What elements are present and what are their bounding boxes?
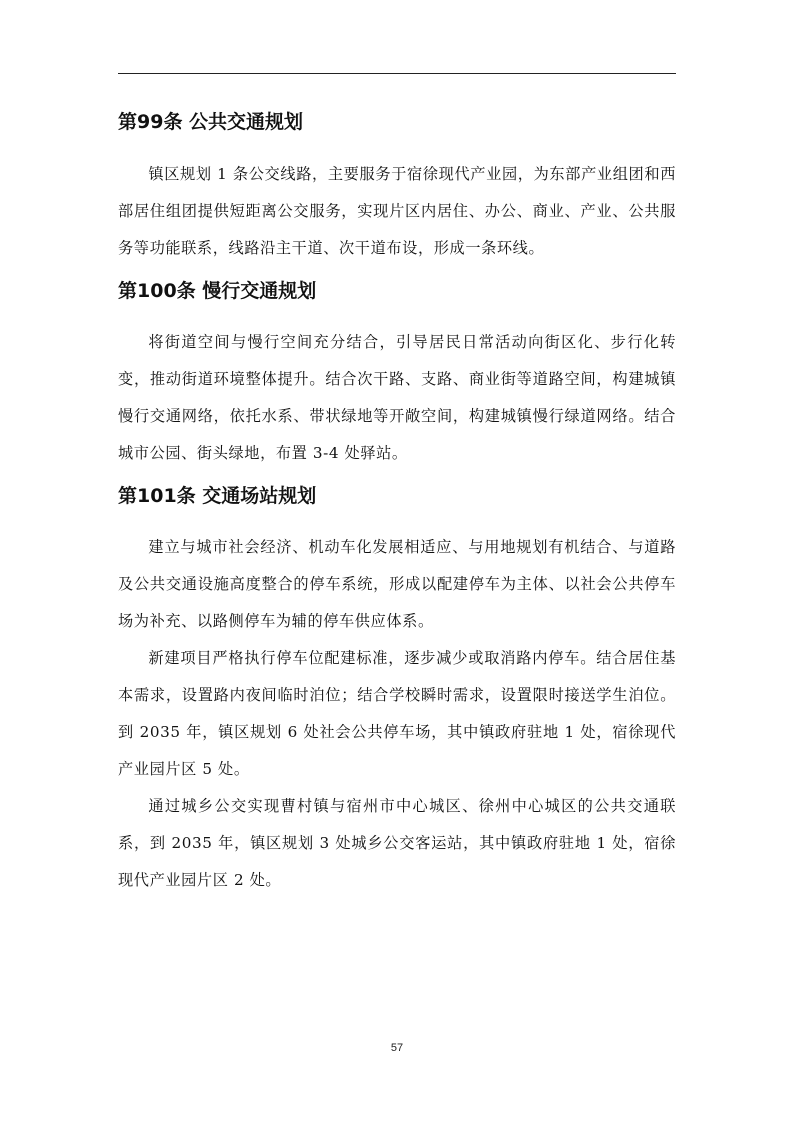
section-transport-stations — [118, 478, 676, 899]
paragraph: 将街道空间与慢行空间充分结合，引导居民日常活动向街区化、步行化转变，推动街道环境整体提升。结合次干路、支路、商业街等道路空间，构建城镇慢行交通网络，依托水系、带状绿地等开敞空间，构建城镇慢行绿道网络。结合城市公园、街头绿地，布置 3-4 处驿站。 — [118, 333, 676, 462]
section-public-transit — [118, 104, 676, 267]
paragraph: 通过城乡公交实现曹村镇与宿州市中心城区、徐州中心城区的公共交通联系，到 2035 年，镇区规划 3 处城乡公交客运站，其中镇政府驻地 1 处，宿徐现代产业园片区 2 处。 — [118, 797, 676, 889]
section-heading: 第100条 慢行交通规划 — [118, 280, 317, 302]
paragraph: 镇区规划 1 条公交线路，主要服务于宿徐现代产业园，为东部产业组团和西部居住组团提供短距离公交服务，实现片区内居住、办公、商业、产业、公共服务等功能联系，线路沿主干道、次干道布设，形成一条环线。 — [118, 165, 676, 257]
document-body — [118, 104, 676, 905]
section-slow-traffic — [118, 273, 676, 472]
section-heading: 第101条 交通场站规划 — [118, 485, 317, 507]
header-rule — [118, 73, 676, 74]
paragraph: 新建项目严格执行停车位配建标准，逐步减少或取消路内停车。结合居住基本需求，设置路内夜间临时泊位；结合学校瞬时需求，设置限时接送学生泊位。到 2035 年，镇区规划 6 处社会公共停车场，其中镇政府驻地 1 处，宿徐现代产业园片区 5 处。 — [118, 649, 676, 778]
paragraph: 建立与城市社会经济、机动车化发展相适应、与用地规划有机结合、与道路及公共交通设施高度整合的停车系统，形成以配建停车为主体、以社会公共停车场为补充、以路侧停车为辅的停车供应体系。 — [118, 538, 676, 630]
page-number: 57 — [390, 1042, 404, 1054]
section-heading: 第99条 公共交通规划 — [118, 111, 304, 133]
